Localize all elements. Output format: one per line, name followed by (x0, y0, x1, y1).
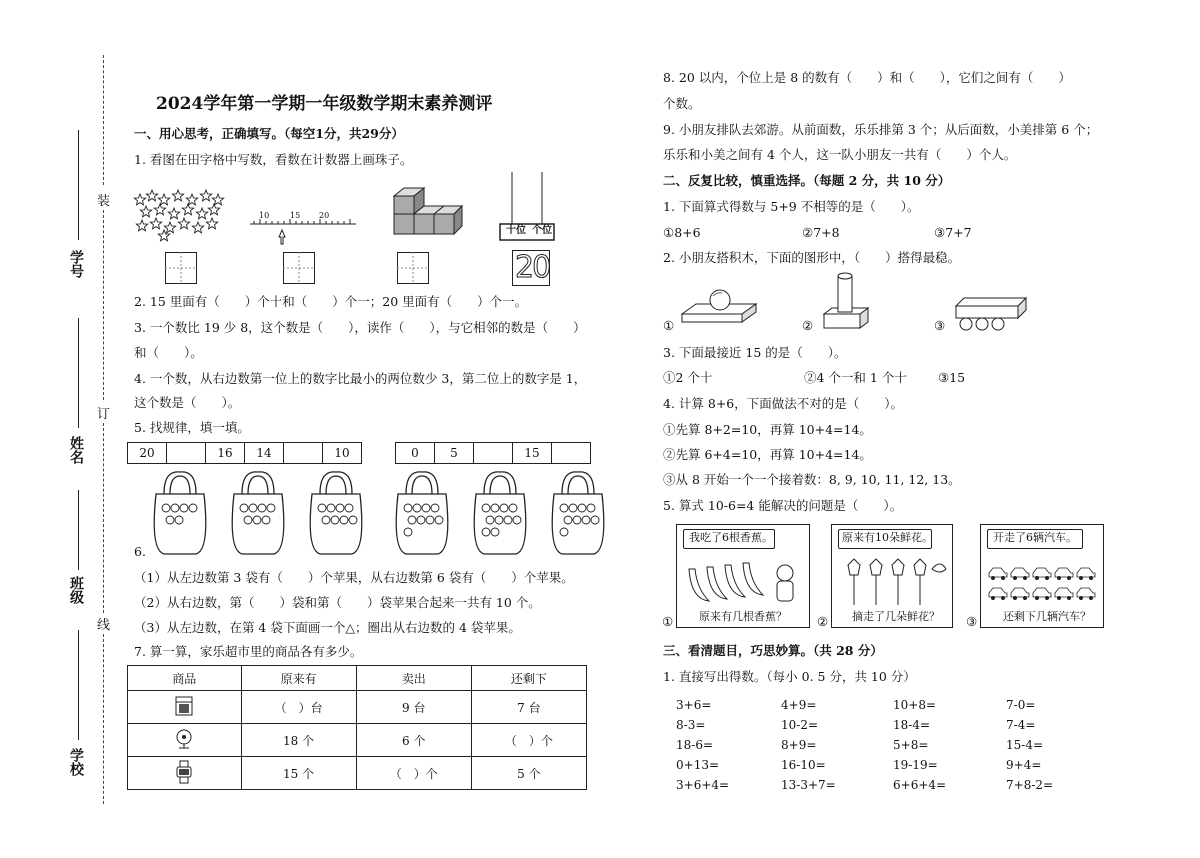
school-label: 学校 (68, 748, 84, 776)
card-top-text: 开走了6辆汽车。 (993, 531, 1077, 544)
choice-question-4: 4. 计算 8+6，下面做法不对的是（ ）。 (663, 396, 904, 411)
school-line (78, 630, 79, 740)
block-sphere-on-slab (680, 290, 760, 332)
card-cars[interactable] (980, 524, 1104, 628)
calc-item[interactable]: 18-4= (893, 718, 931, 732)
apple-bag-icon (396, 472, 448, 554)
question-2: 2. 15 里面有（ ）个十和（ ）个一；20 里面有（ ）个一。 (134, 294, 528, 309)
question-6-3: （3）从左边数，在第 4 袋下面画一个△；圈出从右边数的 4 袋苹果。 (134, 620, 521, 635)
apple-bag-icon (154, 472, 206, 554)
class-line (78, 490, 79, 570)
star-icon (164, 222, 175, 233)
calc-item[interactable]: 8+9= (781, 738, 817, 752)
star-icon (146, 190, 157, 201)
sequence-cell[interactable]: 0 (395, 442, 435, 464)
table-row (128, 757, 587, 790)
calc-item[interactable]: 10+8= (893, 698, 937, 712)
tian-grid[interactable] (397, 252, 429, 284)
question-3: 3. 一个数比 19 少 8，这个数是（ ），读作（ ），与它相邻的数是（ ） (134, 320, 586, 335)
question-8-continued: 个数。 (663, 96, 701, 111)
choice-question-3: 3. 下面最接近 15 的是（ ）。 (663, 345, 847, 360)
section1-heading: 一、用心思考，正确填写。（每空1分，共29分） (134, 126, 404, 141)
abacus-ones-label: 个位 (532, 225, 552, 236)
apple-bag-icon (552, 472, 604, 554)
calc-item[interactable]: 8-3= (676, 718, 706, 732)
choice-question-5: 5. 算式 10-6=4 能解决的问题是（ ）。 (663, 498, 903, 513)
option-2-3[interactable]: ③ (934, 318, 946, 333)
star-icon (134, 194, 145, 205)
sequence-cell[interactable]: 15 (512, 442, 552, 464)
cut-line (103, 423, 104, 613)
question-9-continued: 乐乐和小美之间有 4 个人，这一队小朋友一共有（ ）个人。 (663, 147, 1017, 162)
card-top-text: 我吃了6根香蕉。 (689, 531, 773, 544)
table-cell: 9 台 (356, 691, 471, 724)
watch-icon (128, 757, 242, 790)
calc-question-1: 1. 直接写出得数。（每小 0. 5 分，共 10 分） (663, 669, 916, 684)
calc-item[interactable]: 7-4= (1006, 718, 1036, 732)
apple-bag-icon (310, 472, 362, 554)
calc-item[interactable]: 10-2= (781, 718, 819, 732)
card-bottom-text: 原来有几根香蕉？ (699, 610, 787, 623)
banana-icon (685, 559, 805, 609)
option-1-1[interactable]: ①8+6 (663, 225, 701, 240)
star-icon (178, 218, 189, 229)
washer-icon (128, 691, 242, 724)
card-bananas[interactable] (676, 524, 810, 628)
fan-icon (128, 724, 242, 757)
question-7: 7. 算一算，家乐超市里的商品各有多少。 (134, 644, 363, 659)
card-flowers[interactable] (831, 524, 953, 628)
question-1: 1. 看图在田字格中写数，看数在计数器上画珠子。 (134, 152, 413, 167)
card-bottom-text: 摘走了几朵鲜花？ (852, 610, 940, 623)
bind-mark-xian: 线 (97, 618, 111, 633)
choice-question-1: 1. 下面算式得数与 5+9 不相等的是（ ）。 (663, 199, 920, 214)
ruler-tick-label: 15 (290, 211, 301, 220)
option-4-2[interactable]: ②先算 6+4=10，再算 10+4=14。 (663, 447, 872, 462)
question-3-continued: 和（ ）。 (134, 345, 203, 360)
section2-heading: 二、反复比较，慎重选择。（每题 2 分，共 10 分） (663, 173, 951, 188)
cube-blocks-illustration (384, 176, 464, 238)
calc-item[interactable]: 13-3+7= (781, 778, 836, 792)
name-line (78, 318, 79, 428)
question-9: 9. 小朋友排队去郊游。从前面数，乐乐排第 3 个；从后面数，小美排第 6 个； (663, 122, 1099, 137)
card-top-text: 原来有10朵鲜花。 (842, 531, 933, 544)
star-icon (168, 208, 179, 219)
calc-item[interactable]: 15-4= (1006, 738, 1044, 752)
calc-item[interactable]: 9+4= (1006, 758, 1042, 772)
question-8: 8. 20 以内，个位上是 8 的数有（ ）和（ ），它们之间有（ ） (663, 70, 1071, 85)
ruler-tick-label: 20 (319, 211, 330, 220)
sequence-cell[interactable] (283, 442, 323, 464)
table-cell: 7 台 (471, 691, 586, 724)
card-bottom-text: 还剩下几辆汽车？ (1003, 610, 1091, 623)
star-icon (150, 218, 161, 229)
star-icon (206, 218, 217, 229)
goods-table (127, 665, 587, 790)
table-header: 还剩下 (471, 666, 586, 691)
table-header: 商品 (128, 666, 242, 691)
calc-item[interactable]: 4+9= (781, 698, 817, 712)
option-1-2[interactable]: ②7+8 (802, 225, 840, 240)
sequence-cell[interactable]: 14 (244, 442, 284, 464)
stars-illustration (134, 192, 229, 242)
option-3-2[interactable]: ②4 个一和 1 个十 (804, 370, 907, 385)
card-number[interactable]: ③ (966, 614, 978, 629)
question-4: 4. 一个数，从右边数第一位上的数字比最小的两位数少 3，第二位上的数字是 1， (134, 371, 587, 386)
question-6-2: （2）从右边数，第（ ）袋和第（ ）袋苹果合起来一共有 10 个。 (134, 595, 541, 610)
question-6: 6. (134, 544, 146, 559)
table-row (128, 691, 587, 724)
option-4-3[interactable]: ③从 8 开始一个一个接着数：8, 9, 10, 11, 12, 13。 (663, 472, 961, 487)
calc-item[interactable]: 3+6= (676, 698, 712, 712)
table-cell: 5 个 (471, 757, 586, 790)
option-2-1[interactable]: ① (663, 318, 675, 333)
table-cell[interactable]: （ ）台 (241, 691, 356, 724)
bind-mark-ding: 订 (97, 407, 111, 422)
block-cylinder-on-base (822, 270, 872, 332)
option-4-1[interactable]: ①先算 8+2=10，再算 10+4=14。 (663, 422, 872, 437)
sequence-cell[interactable]: 16 (205, 442, 245, 464)
table-header: 卖出 (356, 666, 471, 691)
cut-line (103, 55, 104, 185)
ruler-tick-label: 10 (259, 211, 270, 220)
sequence-cell[interactable] (473, 442, 513, 464)
table-row (128, 724, 587, 757)
card-number[interactable]: ② (817, 614, 829, 629)
calc-item[interactable]: 7+8-2= (1006, 778, 1054, 792)
question-5: 5. 找规律，填一填。 (134, 420, 250, 435)
option-3-1[interactable]: ①2 个十 (663, 370, 713, 385)
calc-item[interactable]: 6+6+4= (893, 778, 947, 792)
tian-grid[interactable] (165, 252, 197, 284)
calc-item[interactable]: 16-10= (781, 758, 826, 772)
table-cell: 15 个 (241, 757, 356, 790)
sequence-cell[interactable]: 5 (434, 442, 474, 464)
table-cell: 18 个 (241, 724, 356, 757)
calc-item[interactable]: 0+13= (676, 758, 720, 772)
sequence-cell[interactable]: 10 (322, 442, 362, 464)
sequence-cell[interactable]: 20 (127, 442, 167, 464)
block-prism-on-wheels (952, 296, 1032, 332)
choice-question-2: 2. 小朋友搭积木，下面的图形中，（ ）搭得最稳。 (663, 250, 961, 265)
calc-item[interactable]: 7-0= (1006, 698, 1036, 712)
tian-grid[interactable] (283, 252, 315, 284)
student-id-label: 学号 (68, 250, 84, 278)
star-icon (172, 190, 183, 201)
apple-bag-icon (474, 472, 526, 554)
bind-mark-zhuang: 装 (97, 190, 110, 209)
table-cell[interactable]: （ ）个 (471, 724, 586, 757)
name-label: 姓名 (68, 436, 84, 464)
star-icon (196, 208, 207, 219)
star-icon (136, 220, 147, 231)
sequence-left (128, 442, 362, 464)
sequence-cell[interactable] (551, 442, 591, 464)
sequence-cell[interactable] (166, 442, 206, 464)
flower-icon (840, 559, 950, 609)
car-icon (987, 561, 1099, 605)
apple-bag-icon (232, 472, 284, 554)
option-3-3[interactable]: ③15 (938, 370, 966, 385)
section3-heading: 三、看清题目，巧思妙算。（共 28 分） (663, 643, 883, 658)
calc-item[interactable]: 19-19= (893, 758, 938, 772)
option-1-3[interactable]: ③7+7 (934, 225, 972, 240)
question-4-continued: 这个数是（ ）。 (134, 395, 241, 410)
card-number[interactable]: ① (662, 614, 674, 629)
student-id-line (78, 130, 79, 240)
abacus-number: 20 (515, 250, 550, 285)
cut-line (103, 210, 104, 400)
question-6-1: （1）从左边数第 3 袋有（ ）个苹果，从右边数第 6 袋有（ ）个苹果。 (134, 570, 574, 585)
page-title: 2024学年第一学期一年级数学期末素养测评 (156, 94, 493, 114)
calc-item[interactable]: 3+6+4= (676, 778, 730, 792)
abacus-tens-label: 十位 (506, 225, 526, 236)
option-2-2[interactable]: ② (802, 318, 814, 333)
table-cell[interactable]: （ ）个 (356, 757, 471, 790)
star-icon (140, 206, 151, 217)
table-cell: 6 个 (356, 724, 471, 757)
star-icon (200, 190, 211, 201)
table-header: 原来有 (241, 666, 356, 691)
tian-grid-filled (512, 250, 550, 286)
class-label: 班级 (68, 576, 84, 604)
calc-item[interactable]: 5+8= (893, 738, 929, 752)
sequence-right (396, 442, 591, 464)
calc-item[interactable]: 18-6= (676, 738, 714, 752)
star-icon (192, 222, 203, 233)
apple-bags-illustration (150, 470, 590, 560)
cut-line (103, 634, 104, 804)
